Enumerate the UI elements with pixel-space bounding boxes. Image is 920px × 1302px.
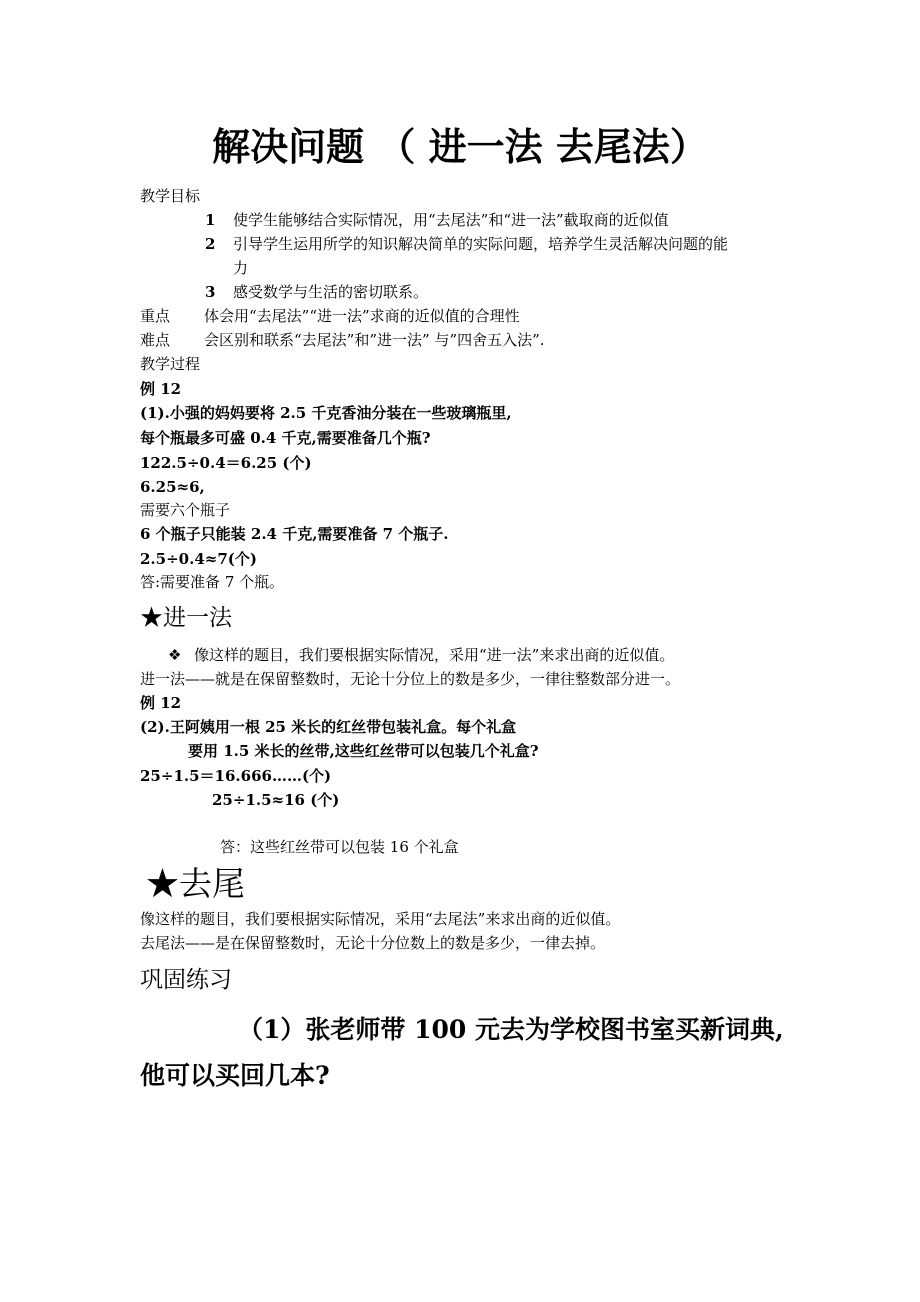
practice-question-1-continued: 他可以买回几本? <box>140 1061 330 1090</box>
jinyi-heading: ★进一法 <box>140 605 232 631</box>
objective-number: 3 <box>205 283 216 301</box>
practice-question-1: （1）张老师带 100 元去为学校图书室买新词典, <box>238 1015 784 1044</box>
example-1-answer: 答:需要准备 7 个瓶。 <box>140 573 285 591</box>
jinyi-definition: 进一法——就是在保留整数时，无论十分位上的数是多少，一律往整数部分进一。 <box>140 670 681 688</box>
objectives-heading: 教学目标 <box>140 187 201 205</box>
example-2-line: 25÷1.5≈16 (个) <box>212 791 340 809</box>
example-1-line: 122.5÷0.4＝6.25 (个) <box>140 454 312 472</box>
example-1-line: 每个瓶最多可盛 0.4 千克,需要准备几个瓶? <box>140 429 431 447</box>
example-2-label: 例 12 <box>140 694 182 712</box>
difficulty-text: 会区别和联系“去尾法”和”进一法” 与”四舍五入法”. <box>204 331 545 349</box>
difficulty-label: 难点 <box>140 331 171 349</box>
example-1-line: 2.5÷0.4≈7(个) <box>140 550 257 568</box>
process-heading: 教学过程 <box>140 355 201 373</box>
diamond-bullet-icon: ❖ <box>168 646 182 664</box>
example-2-line: 25÷1.5＝16.666……(个) <box>140 767 332 785</box>
key-point-label: 重点 <box>140 307 171 325</box>
objective-number: 1 <box>205 211 216 229</box>
quwei-line-1: 像这样的题目，我们要根据实际情况，采用“去尾法”来求出商的近似值。 <box>140 910 621 928</box>
example-1-line: 6 个瓶子只能装 2.4 千克,需要准备 7 个瓶子. <box>140 525 449 543</box>
page-title: 解决问题 （ 进一法 去尾法） <box>212 124 708 169</box>
quwei-definition: 去尾法——是在保留整数时，无论十分位数上的数是多少，一律去掉。 <box>140 934 606 952</box>
example-2-line: 要用 1.5 米长的丝带,这些红丝带可以包装几个礼盒? <box>188 742 539 760</box>
practice-heading: 巩固练习 <box>140 967 232 993</box>
example-1-line: 需要六个瓶子 <box>140 501 231 519</box>
objective-item-2-continued: 力 <box>233 259 249 277</box>
objective-number: 2 <box>205 235 216 253</box>
difficulty <box>140 330 545 350</box>
objective-text: 感受数学与生活的密切联系。 <box>233 283 429 301</box>
jinyi-line-1: 像这样的题目，我们要根据实际情况，采用“进一法”来求出商的近似值。 <box>194 646 675 664</box>
example-1-line: (1).小强的妈妈要将 2.5 千克香油分装在一些玻璃瓶里, <box>140 404 512 422</box>
objective-item-2 <box>205 234 728 254</box>
objective-text: 使学生能够结合实际情况，用“去尾法”和“进一法”截取商的近似值 <box>233 211 669 229</box>
key-point-text: 体会用“去尾法”“进一法”求商的近似值的合理性 <box>204 307 520 325</box>
quwei-heading: ★去尾 <box>146 864 245 903</box>
objective-text: 引导学生运用所学的知识解决简单的实际问题，培养学生灵活解决问题的能 <box>233 235 729 253</box>
example-2-answer: 答：这些红丝带可以包装 16 个礼盒 <box>220 838 459 856</box>
objective-item-1 <box>205 210 669 230</box>
key-point <box>140 306 520 326</box>
objective-item-3 <box>205 282 428 302</box>
example-1-line: 6.25≈6, <box>140 478 205 496</box>
jinyi-bullet-line <box>168 645 674 665</box>
example-2-line: (2).王阿姨用一根 25 米长的红丝带包装礼盒。每个礼盒 <box>140 718 517 736</box>
example-1-label: 例 12 <box>140 380 182 398</box>
